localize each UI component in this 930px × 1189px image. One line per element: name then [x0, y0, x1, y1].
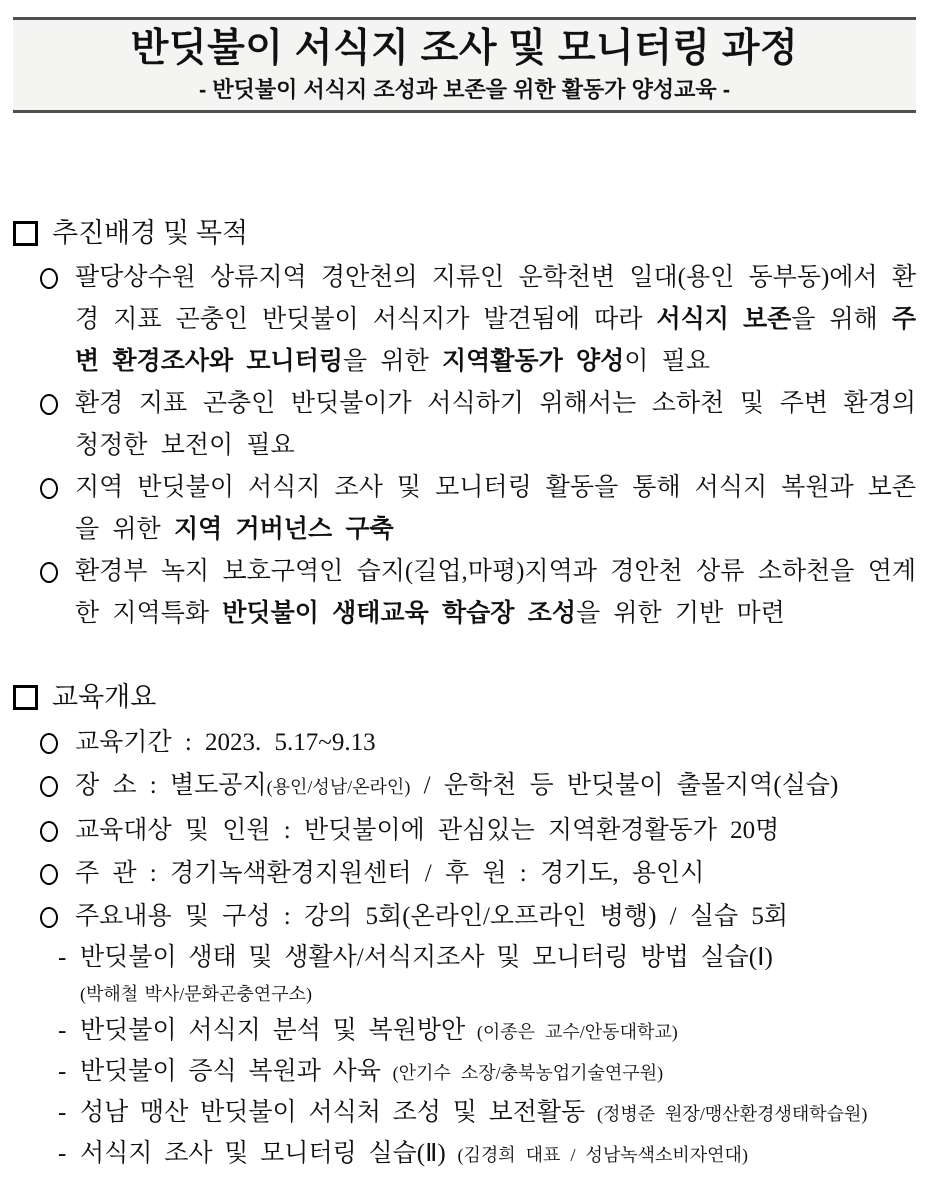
section-heading-row	[13, 213, 916, 253]
text-segment: 장 소 : 별도공지	[75, 772, 267, 799]
square-bullet-icon	[13, 221, 38, 246]
bullet-item-main-contents	[13, 895, 916, 938]
instructor-note: (안기수 소장/충북농업기술연구원)	[392, 1063, 664, 1083]
text-segment-bold: 지역 거버넌스 구축	[173, 516, 394, 543]
curriculum-item-text: 성남 맹산 반딧불이 서식처 조성 및 보전활동	[80, 1099, 586, 1126]
circle-bullet-icon	[40, 733, 58, 754]
bullet-item	[13, 383, 916, 467]
text-segment: 지역 반딧불이 서식지 조사 및 모니터링 활동을 통해 서식지 복원과 보존을 위한	[75, 474, 916, 543]
section-heading-row	[13, 677, 916, 717]
text-segment: 환경부 녹지 보호구역인 습지(길업,마평)지역과 경안천 상류 소하천을 연계한 지역특화	[75, 558, 916, 627]
bullet-item-location	[13, 764, 916, 809]
circle-bullet-icon	[40, 562, 58, 583]
curriculum-list	[13, 938, 916, 1175]
dash-icon: -	[58, 1058, 67, 1085]
page-root	[0, 17, 930, 1189]
instructor-note: (김경희 대표 / 성남녹색소비자연대)	[457, 1145, 748, 1165]
section-background-purpose	[13, 213, 916, 635]
curriculum-item	[13, 938, 916, 1011]
text-segment: 환경 지표 곤충인 반딧불이가 서식하기 위해서는 소하천 및 주변 환경의 청정한 보전이 필요	[75, 390, 916, 459]
curriculum-item-text: 반딧불이 서식지 분석 및 복원방안	[80, 1017, 466, 1044]
instructor-note: (이종은 교수/안동대학교)	[476, 1022, 678, 1042]
dash-icon: -	[58, 944, 67, 971]
text-segment-bold: 지역활동가 양성	[441, 348, 625, 375]
circle-bullet-icon	[40, 907, 58, 928]
curriculum-item-text: 서식지 조사 및 모니터링 실습(Ⅱ)	[80, 1140, 446, 1167]
document-title-banner	[13, 17, 916, 113]
instructor-note: (정병준 원장/맹산환경생태학습원)	[596, 1104, 868, 1124]
bullet-item-organizer-sponsor	[13, 852, 916, 895]
text-segment: 주요내용 및 구성 : 강의 5회(온라인/오프라인 병행) / 실습 5회	[75, 903, 789, 930]
curriculum-item	[13, 1093, 916, 1134]
section-heading: 추진배경 및 목적	[52, 218, 249, 248]
text-segment: 교육대상 및 인원 : 반딧불이에 관심있는 지역환경활동가 20명	[75, 817, 780, 844]
circle-bullet-icon	[40, 478, 58, 499]
text-segment: 이 필요	[624, 348, 710, 375]
dash-icon: -	[58, 1017, 67, 1044]
section-heading: 교육개요	[52, 682, 157, 712]
bullet-item-education-period	[13, 721, 916, 764]
bullet-item-target-headcount	[13, 809, 916, 852]
text-segment-bold: 반딧불이 생태교육 학습장 조성	[222, 600, 576, 627]
circle-bullet-icon	[40, 864, 58, 885]
text-segment: 주 관 : 경기녹색환경지원센터 / 후 원 : 경기도, 용인시	[75, 860, 705, 887]
bullet-item	[13, 551, 916, 635]
curriculum-item	[13, 1011, 916, 1052]
text-segment-bold: 서식지 보존	[656, 306, 792, 333]
instructor-note: (박해철 박사/문화곤충연구소)	[80, 984, 312, 1004]
text-segment: 을 위한	[343, 348, 442, 375]
curriculum-item-text: 반딧불이 생태 및 생활사/서식지조사 및 모니터링 방법 실습(Ⅰ)	[80, 944, 773, 971]
curriculum-item	[13, 1134, 916, 1175]
dash-icon: -	[58, 1140, 67, 1167]
circle-bullet-icon	[40, 821, 58, 842]
text-segment: 팔당상수원 상류지역 경안천의 지류인 운학천변 일대(용인 동부동)에서 환경 지표 곤충인 반딧불이 서식지가 발견됨에 따라	[75, 264, 916, 333]
document-subtitle: - 반딧불이 서식지 조성과 보존을 위한 활동가 양성교육 -	[198, 77, 731, 102]
curriculum-item-text: 반딧불이 증식 복원과 사육	[80, 1058, 381, 1085]
circle-bullet-icon	[40, 268, 58, 289]
square-bullet-icon	[13, 685, 38, 710]
document-body	[0, 213, 930, 1175]
dash-icon: -	[58, 1099, 67, 1126]
text-segment: 을 위한 기반 마련	[575, 600, 785, 627]
bullet-item	[13, 257, 916, 383]
text-segment: / 운학천 등 반딧불이 출몰지역(실습)	[410, 772, 839, 799]
section-education-overview	[13, 677, 916, 1175]
text-segment: 을 위해	[791, 306, 892, 333]
bullet-item	[13, 467, 916, 551]
text-segment-bold: 주변 환경조사와 모니터링	[75, 306, 916, 375]
text-segment: 교육기간 : 2023. 5.17~9.13	[75, 729, 376, 756]
document-title: 반딧불이 서식지 조사 및 모니터링 과정	[130, 27, 799, 70]
text-segment-small: (용인/성남/온라인)	[266, 777, 411, 797]
circle-bullet-icon	[40, 394, 58, 415]
curriculum-item	[13, 1052, 916, 1093]
circle-bullet-icon	[40, 776, 58, 797]
